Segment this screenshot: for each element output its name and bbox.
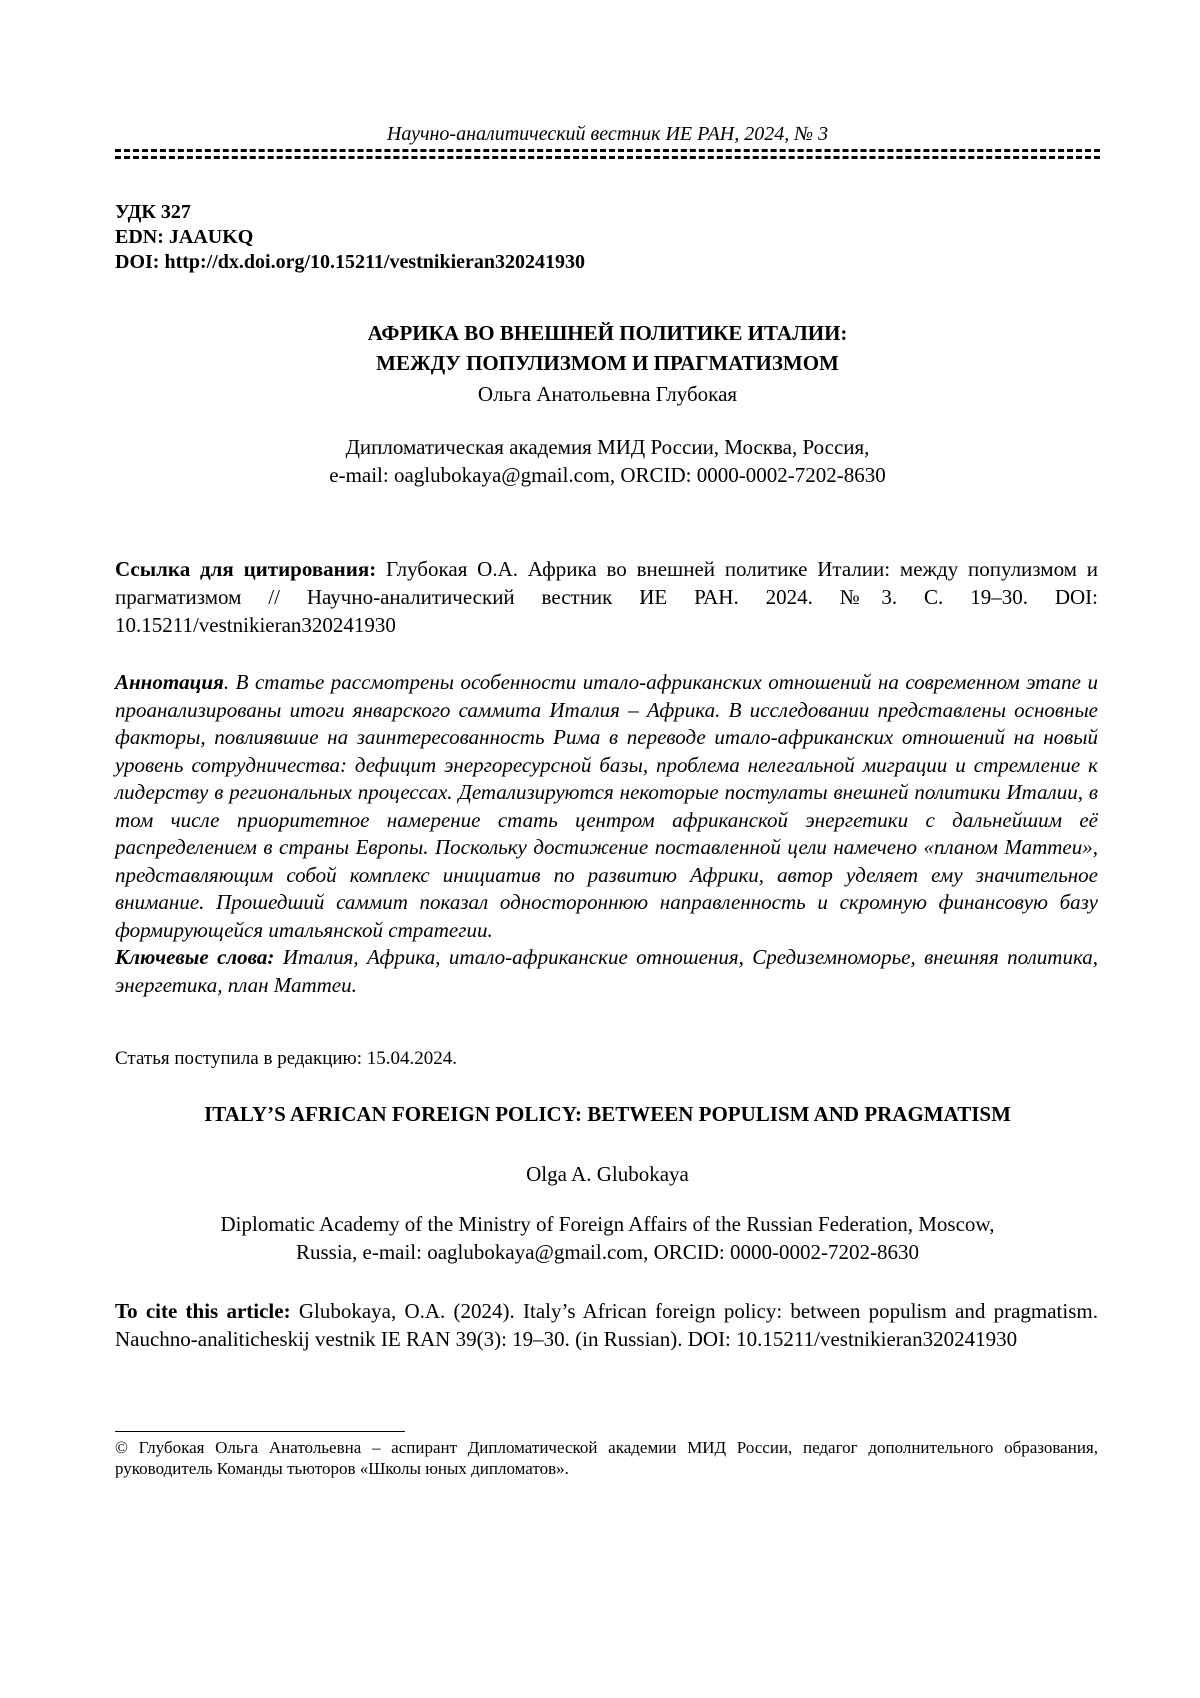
header-double-rule <box>115 149 1100 162</box>
received-date: Статья поступила в редакцию: 15.04.2024. <box>115 1048 458 1069</box>
affiliation-ru-line-1: Дипломатическая академия МИД России, Москва, Россия, <box>345 435 870 459</box>
author-ru: Ольга Анатольевна Глубокая <box>477 382 738 406</box>
article-meta <box>115 200 585 275</box>
author-footnote: © Глубокая Ольга Анатольевна – аспирант Дипломатической академии МИД России, педагог дополнительного образования, руководитель Команды тьюторов «Школы юных дипломатов». <box>115 1438 1098 1478</box>
author-en: Olga A. Glubokaya <box>526 1162 689 1186</box>
citation-ru-text: Глубокая О.А. Африка во внешней политике Италии: между популизмом и прагматизмом // Научно-аналитический вестник ИЕ РАН. 2024. №3. С. 19–30. DOI: 10.15211/vestnikieran320241930 <box>115 557 1098 637</box>
journal-running-head: Научно-аналитический вестник ИЕ РАН, 2024, № 3 <box>386 123 829 145</box>
keywords-ru-text: Италия, Африка, итало-африканские отношения, Средиземноморье, внешняя политика, энергетика, план Маттеи. <box>115 945 1098 997</box>
edn-code: EDN: JAAUKQ <box>115 226 254 248</box>
citation-ru <box>115 555 1098 639</box>
title-ru-line-2: МЕЖДУ ПОПУЛИЗМОМ И ПРАГМАТИЗМОМ <box>376 351 839 375</box>
affiliation-ru <box>115 433 1100 489</box>
title-ru-line-1: АФРИКА ВО ВНЕШНЕЙ ПОЛИТИКЕ ИТАЛИИ: <box>367 321 848 345</box>
affiliation-ru-line-2: e-mail: oaglubokaya@gmail.com, ORCID: 0000-0002-7202-8630 <box>329 463 886 487</box>
abstract-ru-text: . В статье рассмотрены особенности итало-африканских отношений на современном этапе и проанализированы итоги январского саммита Италия – Африка. В исследовании представлены основные факторы, повлиявшие на заинтересованность Рима в переводе итало-африканских отношений на новый уровень сотрудничества: дефицит энергоресурсной базы, проблема нелегальной миграции и стремление к лидерству в региональных процессах. Детализируются некоторые постулаты внешней политики Италии, в том числе приоритетное намерение стать центром африканской энергетики с дальнейшим её распределением в страны Европы. Поскольку достижение поставленной цели намечено «планом Маттеи», представляющим собой комплекс инициатив по развитию Африки, автор уделяет ему значительное внимание. Прошедший саммит показал одностороннюю направленность и скромную финансовую базу формирующейся итальянской стратегии. <box>115 670 1098 942</box>
affiliation-en-line-2: Russia, e-mail: oaglubokaya@gmail.com, ORCID: 0000-0002-7202-8630 <box>296 1240 919 1264</box>
citation-en-text: Glubokaya, O.A. (2024). Italy’s African foreign policy: between populism and pragmatism. Nauchno-analiticheskij vestnik IE RAN 39(3): 19–30. (in Russian). DOI: 10.15211/vestnikieran320241930 <box>115 1299 1098 1351</box>
affiliation-en-line-1: Diplomatic Academy of the Ministry of Foreign Affairs of the Russian Federation, Moscow, <box>220 1212 995 1236</box>
article-title-en: ITALY’S AFRICAN FOREIGN POLICY: BETWEEN POPULISM AND PRAGMATISM <box>204 1102 1011 1126</box>
abstract-ru <box>115 669 1098 999</box>
footnote-separator <box>115 1431 405 1432</box>
header-rule-bottom <box>115 156 1100 159</box>
keywords-ru-label: Ключевые слова: <box>115 945 275 969</box>
citation-en <box>115 1297 1098 1353</box>
affiliation-en <box>115 1210 1100 1266</box>
abstract-ru-label: Аннотация <box>115 670 224 694</box>
article-title-ru <box>115 318 1100 378</box>
udk-code: УДК 327 <box>115 201 191 223</box>
citation-en-label: To cite this article: <box>115 1299 291 1323</box>
doi-link[interactable]: DOI: http://dx.doi.org/10.15211/vestnikieran320241930 <box>115 251 586 273</box>
citation-ru-label: Ссылка для цитирования: <box>115 557 377 581</box>
header-rule-top <box>115 149 1100 152</box>
